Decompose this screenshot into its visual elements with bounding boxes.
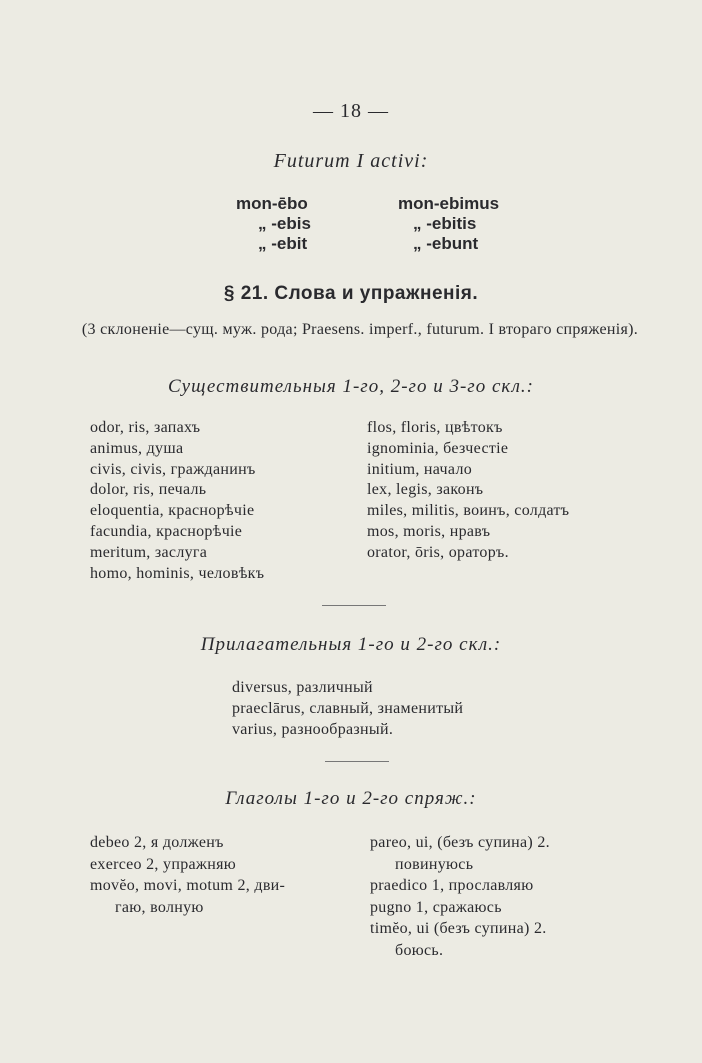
- list-item: miles, militis, воинъ, солдатъ: [367, 502, 570, 520]
- list-item: debeo 2, я долженъ: [90, 834, 224, 851]
- list-item: movĕo, movi, motum 2, дви-: [90, 877, 286, 894]
- conjugation-form: „ -ebitis: [413, 214, 477, 233]
- nouns-title: Существительныя 1-го, 2-го и 3-го скл.:: [167, 376, 535, 397]
- list-item: mos, moris, нравъ: [367, 522, 491, 540]
- list-item: homo, hominis, человѣкъ: [90, 564, 265, 582]
- conjugation-singular: [236, 194, 311, 254]
- nouns-left-column: [90, 418, 264, 584]
- list-item: varius, разнообразный.: [232, 720, 394, 738]
- section-note: (3 склоненіе—сущ. муж. рода; Praesens. imperf., futurum. I втораго спряженія).: [81, 321, 639, 338]
- list-item: ignominia, безчестіе: [367, 439, 509, 457]
- verbs-right-column: [370, 832, 550, 961]
- verbs-title: Глаголы 1-го и 2-го спряж.:: [225, 788, 477, 809]
- list-item: initium, начало: [367, 460, 473, 478]
- conjugation-form: „ -ebit: [258, 234, 308, 253]
- list-item: odor, ris, запахъ: [90, 419, 201, 436]
- adjectives-list: [232, 678, 463, 740]
- verbs-left-column: [90, 832, 285, 918]
- conjugation-plural: [398, 194, 499, 254]
- adjectives-title: Прилагательныя 1-го и 2-го скл.:: [200, 634, 502, 655]
- list-item: civis, civis, гражданинъ: [90, 460, 256, 478]
- conjugation-form: mon-ebimus: [398, 194, 500, 213]
- list-item: eloquentia, краснорѣчіе: [90, 502, 255, 520]
- list-item: animus, душа: [90, 439, 184, 457]
- list-item: lex, legis, законъ: [367, 481, 484, 499]
- list-item: orator, ōris, ораторъ.: [367, 543, 509, 561]
- list-item: гаю, волную: [115, 898, 204, 916]
- list-item: praeclārus, славный, знаменитый: [232, 699, 464, 717]
- list-item: повинуюсь: [395, 855, 474, 873]
- list-item: flos, floris, цвѣтокъ: [367, 419, 503, 436]
- list-item: diversus, различный: [232, 679, 373, 696]
- page-number: — 18 —: [313, 100, 389, 122]
- list-item: praedico 1, прославляю: [370, 877, 534, 894]
- divider: [325, 761, 389, 762]
- list-item: боюсь.: [395, 941, 444, 959]
- conjugation-form: mon-ēbo: [236, 194, 308, 213]
- list-item: timĕo, ui (безъ супина) 2.: [370, 920, 547, 937]
- list-item: meritum, заслуга: [90, 543, 208, 561]
- nouns-right-column: [367, 418, 569, 564]
- futurum-title: Futurum I activi:: [273, 150, 429, 172]
- divider: [322, 605, 386, 606]
- conjugation-form: „ -ebis: [258, 214, 311, 233]
- list-item: exerceo 2, упражняю: [90, 855, 237, 873]
- list-item: pugno 1, сражаюсь: [370, 898, 502, 916]
- list-item: dolor, ris, печаль: [90, 481, 207, 499]
- conjugation-form: „ -ebunt: [413, 234, 479, 253]
- list-item: facundia, краснорѣчіе: [90, 522, 243, 540]
- list-item: pareo, ui, (безъ супина) 2.: [370, 834, 550, 851]
- section-heading: § 21. Слова и упражненія.: [223, 283, 479, 304]
